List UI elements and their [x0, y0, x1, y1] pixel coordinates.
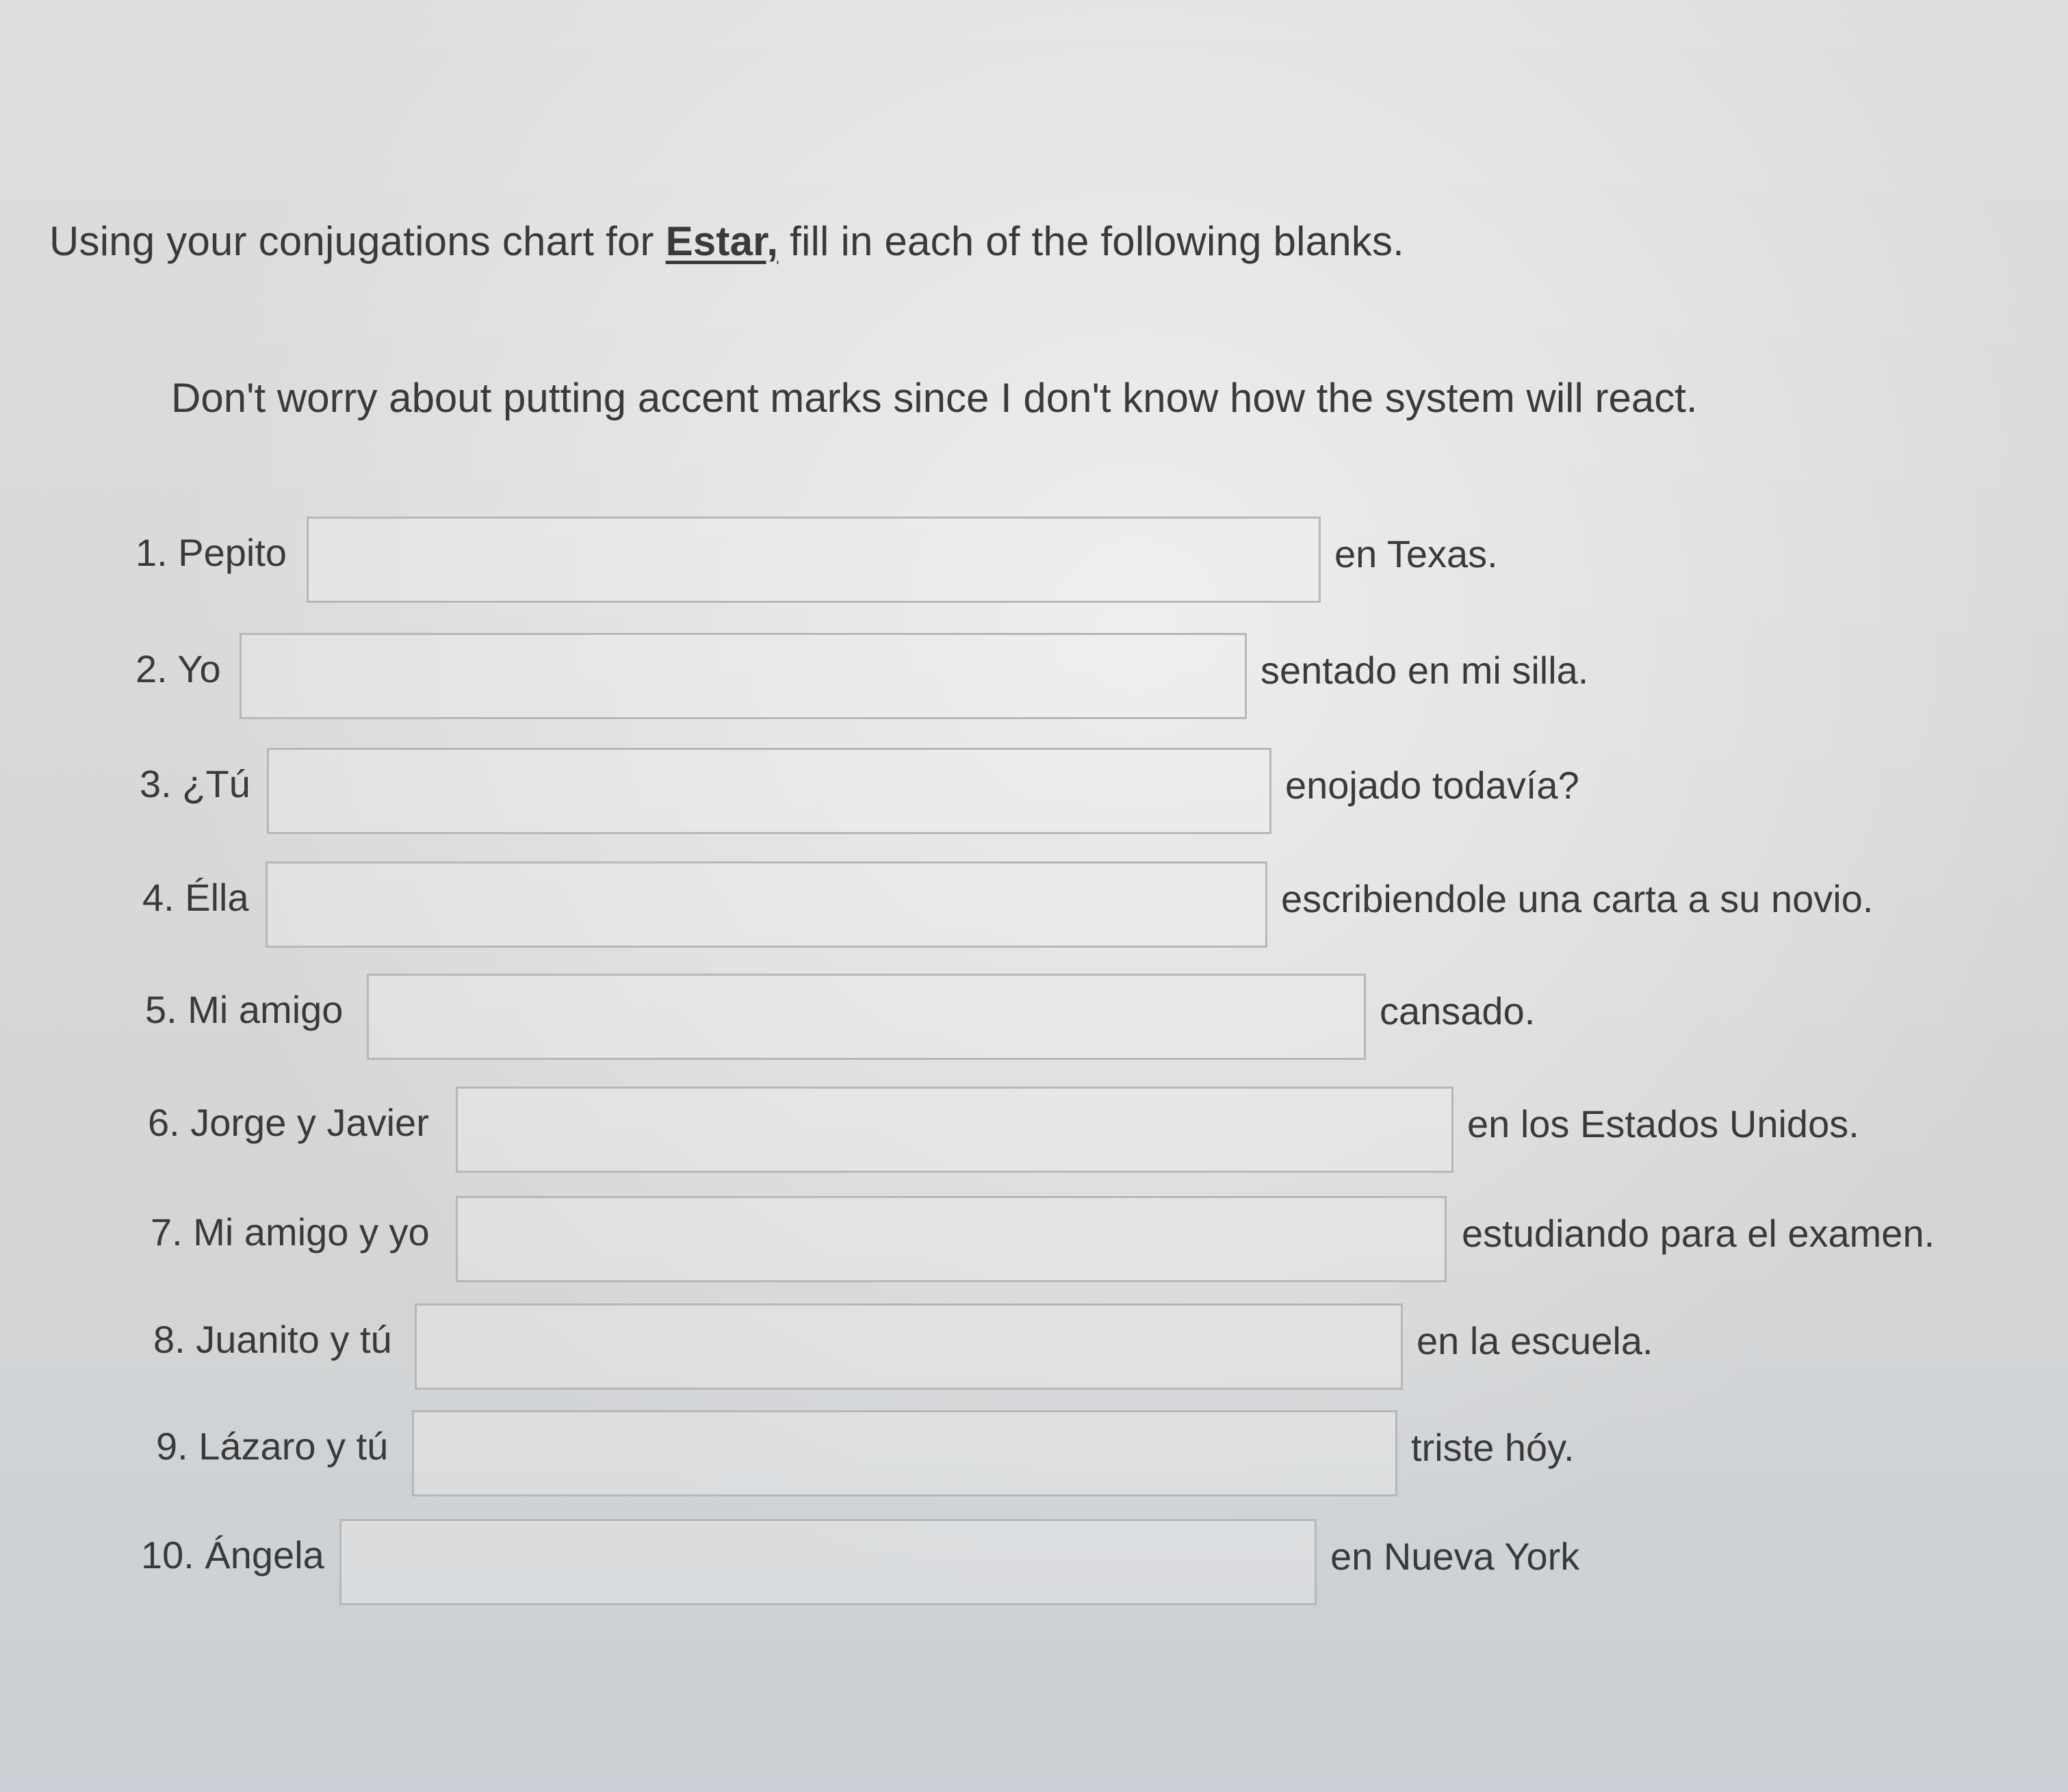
question-5-label: 5. Mi amigo	[145, 988, 344, 1031]
question-5-answer-input[interactable]	[367, 974, 1366, 1060]
instruction-suffix: fill in each of the following blanks.	[778, 218, 1405, 264]
question-5	[145, 974, 1651, 1063]
question-2	[135, 633, 1709, 722]
question-6-answer-input[interactable]	[456, 1087, 1453, 1173]
question-3	[140, 748, 1714, 837]
question-8-label: 8. Juanito y tú	[153, 1318, 392, 1361]
question-9-suffix: triste hóy.	[1411, 1426, 1575, 1469]
accent-note: Don't worry about putting accent marks since I don't know how the system will react.	[171, 375, 1698, 421]
question-8-answer-input[interactable]	[415, 1303, 1403, 1390]
question-4-label: 4. Élla	[142, 876, 249, 919]
question-10-suffix: en Nueva York	[1330, 1535, 1580, 1578]
question-6	[148, 1087, 1927, 1176]
question-4-answer-input[interactable]	[266, 861, 1267, 948]
instruction-prefix: Using your conjugations chart for	[49, 218, 666, 264]
question-2-label: 2. Yo	[135, 647, 221, 690]
question-6-suffix: en los Estados Unidos.	[1467, 1102, 1859, 1145]
question-1	[135, 517, 1573, 606]
instruction-verb: Estar,	[665, 218, 779, 264]
question-7-label: 7. Mi amigo y yo	[151, 1210, 430, 1254]
question-1-label: 1. Pepito	[135, 531, 287, 574]
question-9-answer-input[interactable]	[412, 1410, 1397, 1496]
question-1-suffix: en Texas.	[1334, 532, 1498, 575]
question-4-suffix: escribiendole una carta a su novio.	[1281, 877, 1874, 920]
question-3-label: 3. ¿Tú	[140, 762, 250, 805]
question-8-suffix: en la escuela.	[1417, 1319, 1653, 1362]
question-3-answer-input[interactable]	[267, 748, 1271, 834]
question-2-suffix: sentado en mi silla.	[1261, 649, 1589, 692]
question-4	[142, 861, 1990, 950]
question-5-suffix: cansado.	[1380, 989, 1536, 1033]
question-7	[151, 1196, 1998, 1285]
question-2-answer-input[interactable]	[240, 633, 1247, 719]
instruction-text	[49, 218, 1404, 265]
question-7-suffix: estudiando para el examen.	[1462, 1212, 1935, 1255]
question-10-label: 10. Ángela	[141, 1533, 324, 1576]
question-3-suffix: enojado todavía?	[1285, 764, 1579, 807]
question-7-answer-input[interactable]	[456, 1196, 1447, 1282]
question-6-label: 6. Jorge y Javier	[148, 1101, 429, 1144]
question-8	[153, 1303, 1796, 1392]
question-10-answer-input[interactable]	[339, 1519, 1317, 1605]
question-9-label: 9. Lázaro y tú	[156, 1425, 389, 1468]
question-10	[141, 1519, 1646, 1608]
question-1-answer-input[interactable]	[307, 517, 1321, 603]
question-9	[156, 1410, 1662, 1499]
